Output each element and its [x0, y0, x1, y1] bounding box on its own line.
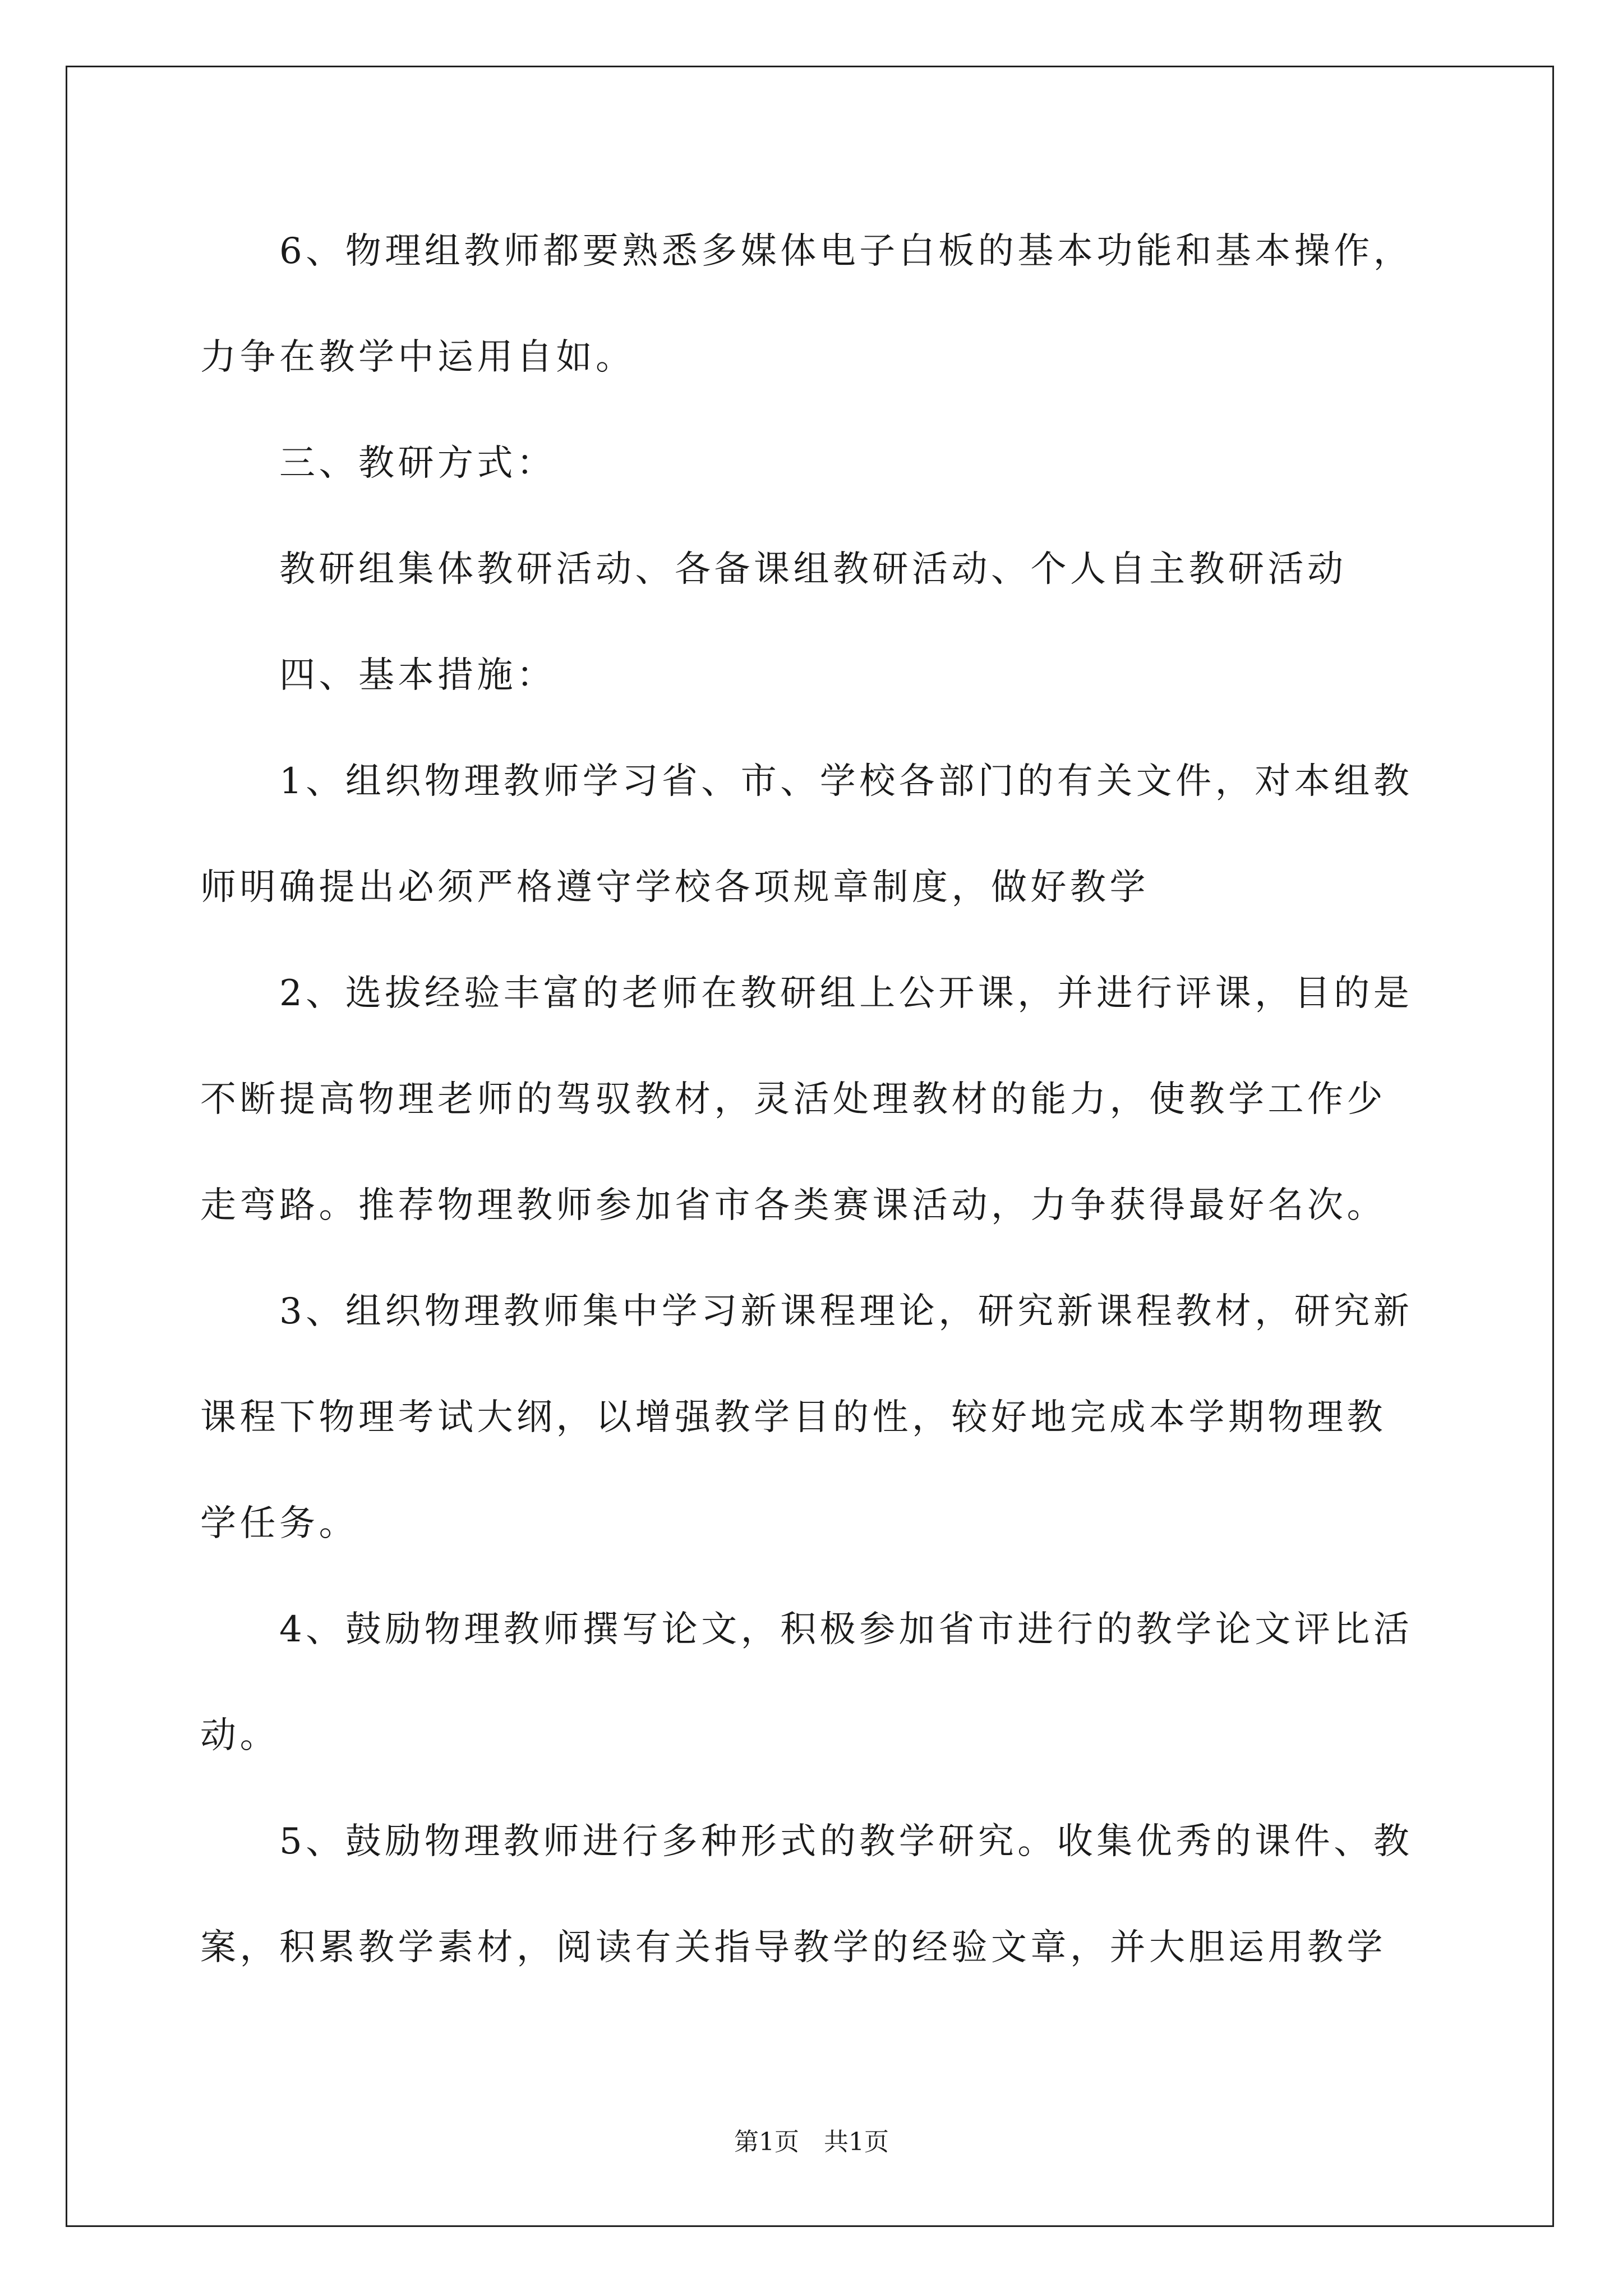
- text-line: 四、基本措施：: [279, 655, 556, 696]
- text-line: 3、组织物理教师集中学习新课程理论，研究新课程教材，研究新: [279, 1291, 1413, 1332]
- paragraph: [200, 1577, 1490, 1789]
- text-line: 师明确提出必须严格遵守学校各项规章制度，做好教学: [200, 867, 1149, 908]
- text-line: 2、选拔经验丰富的老师在教研组上公开课，并进行评课，目的是: [279, 973, 1413, 1014]
- text-line: 1、组织物理教师学习省、市、学校各部门的有关文件，对本组教: [279, 761, 1413, 802]
- text-line: 课程下物理考试大纲，以增强教学目的性，较好地完成本学期物理教: [200, 1397, 1386, 1438]
- page-body: [200, 199, 1490, 2001]
- text-line: 走弯路。推荐物理教师参加省市各类赛课活动，力争获得最好名次。: [200, 1185, 1386, 1226]
- text-line: 动。: [200, 1715, 279, 1756]
- paragraph: [200, 941, 1490, 1259]
- section-heading: [200, 411, 1490, 517]
- section-heading: [200, 623, 1490, 729]
- text-line: 不断提高物理老师的驾驭教材，灵活处理教材的能力，使教学工作少: [200, 1079, 1386, 1120]
- text-line: 案，积累教学素材，阅读有关指导教学的经验文章，并大胆运用教学: [200, 1927, 1386, 1968]
- paragraph: [200, 517, 1490, 623]
- text-line: 6、物理组教师都要熟悉多媒体电子白板的基本功能和基本操作，: [279, 231, 1413, 272]
- text-line: 力争在教学中运用自如。: [200, 337, 635, 378]
- text-line: 三、教研方式：: [279, 443, 556, 484]
- paragraph: [200, 1789, 1490, 2001]
- text-line: 教研组集体教研活动、各备课组教研活动、个人自主教研活动: [279, 549, 1347, 590]
- text-line: 5、鼓励物理教师进行多种形式的教学研究。收集优秀的课件、教: [279, 1821, 1413, 1862]
- paragraph: [200, 199, 1490, 411]
- text-line: 4、鼓励物理教师撰写论文，积极参加省市进行的教学论文评比活: [279, 1609, 1413, 1650]
- paragraph: [200, 729, 1490, 941]
- page-footer: 第1页 共1页: [734, 2128, 889, 2156]
- paragraph: [200, 1259, 1490, 1577]
- text-line: 学任务。: [200, 1503, 358, 1544]
